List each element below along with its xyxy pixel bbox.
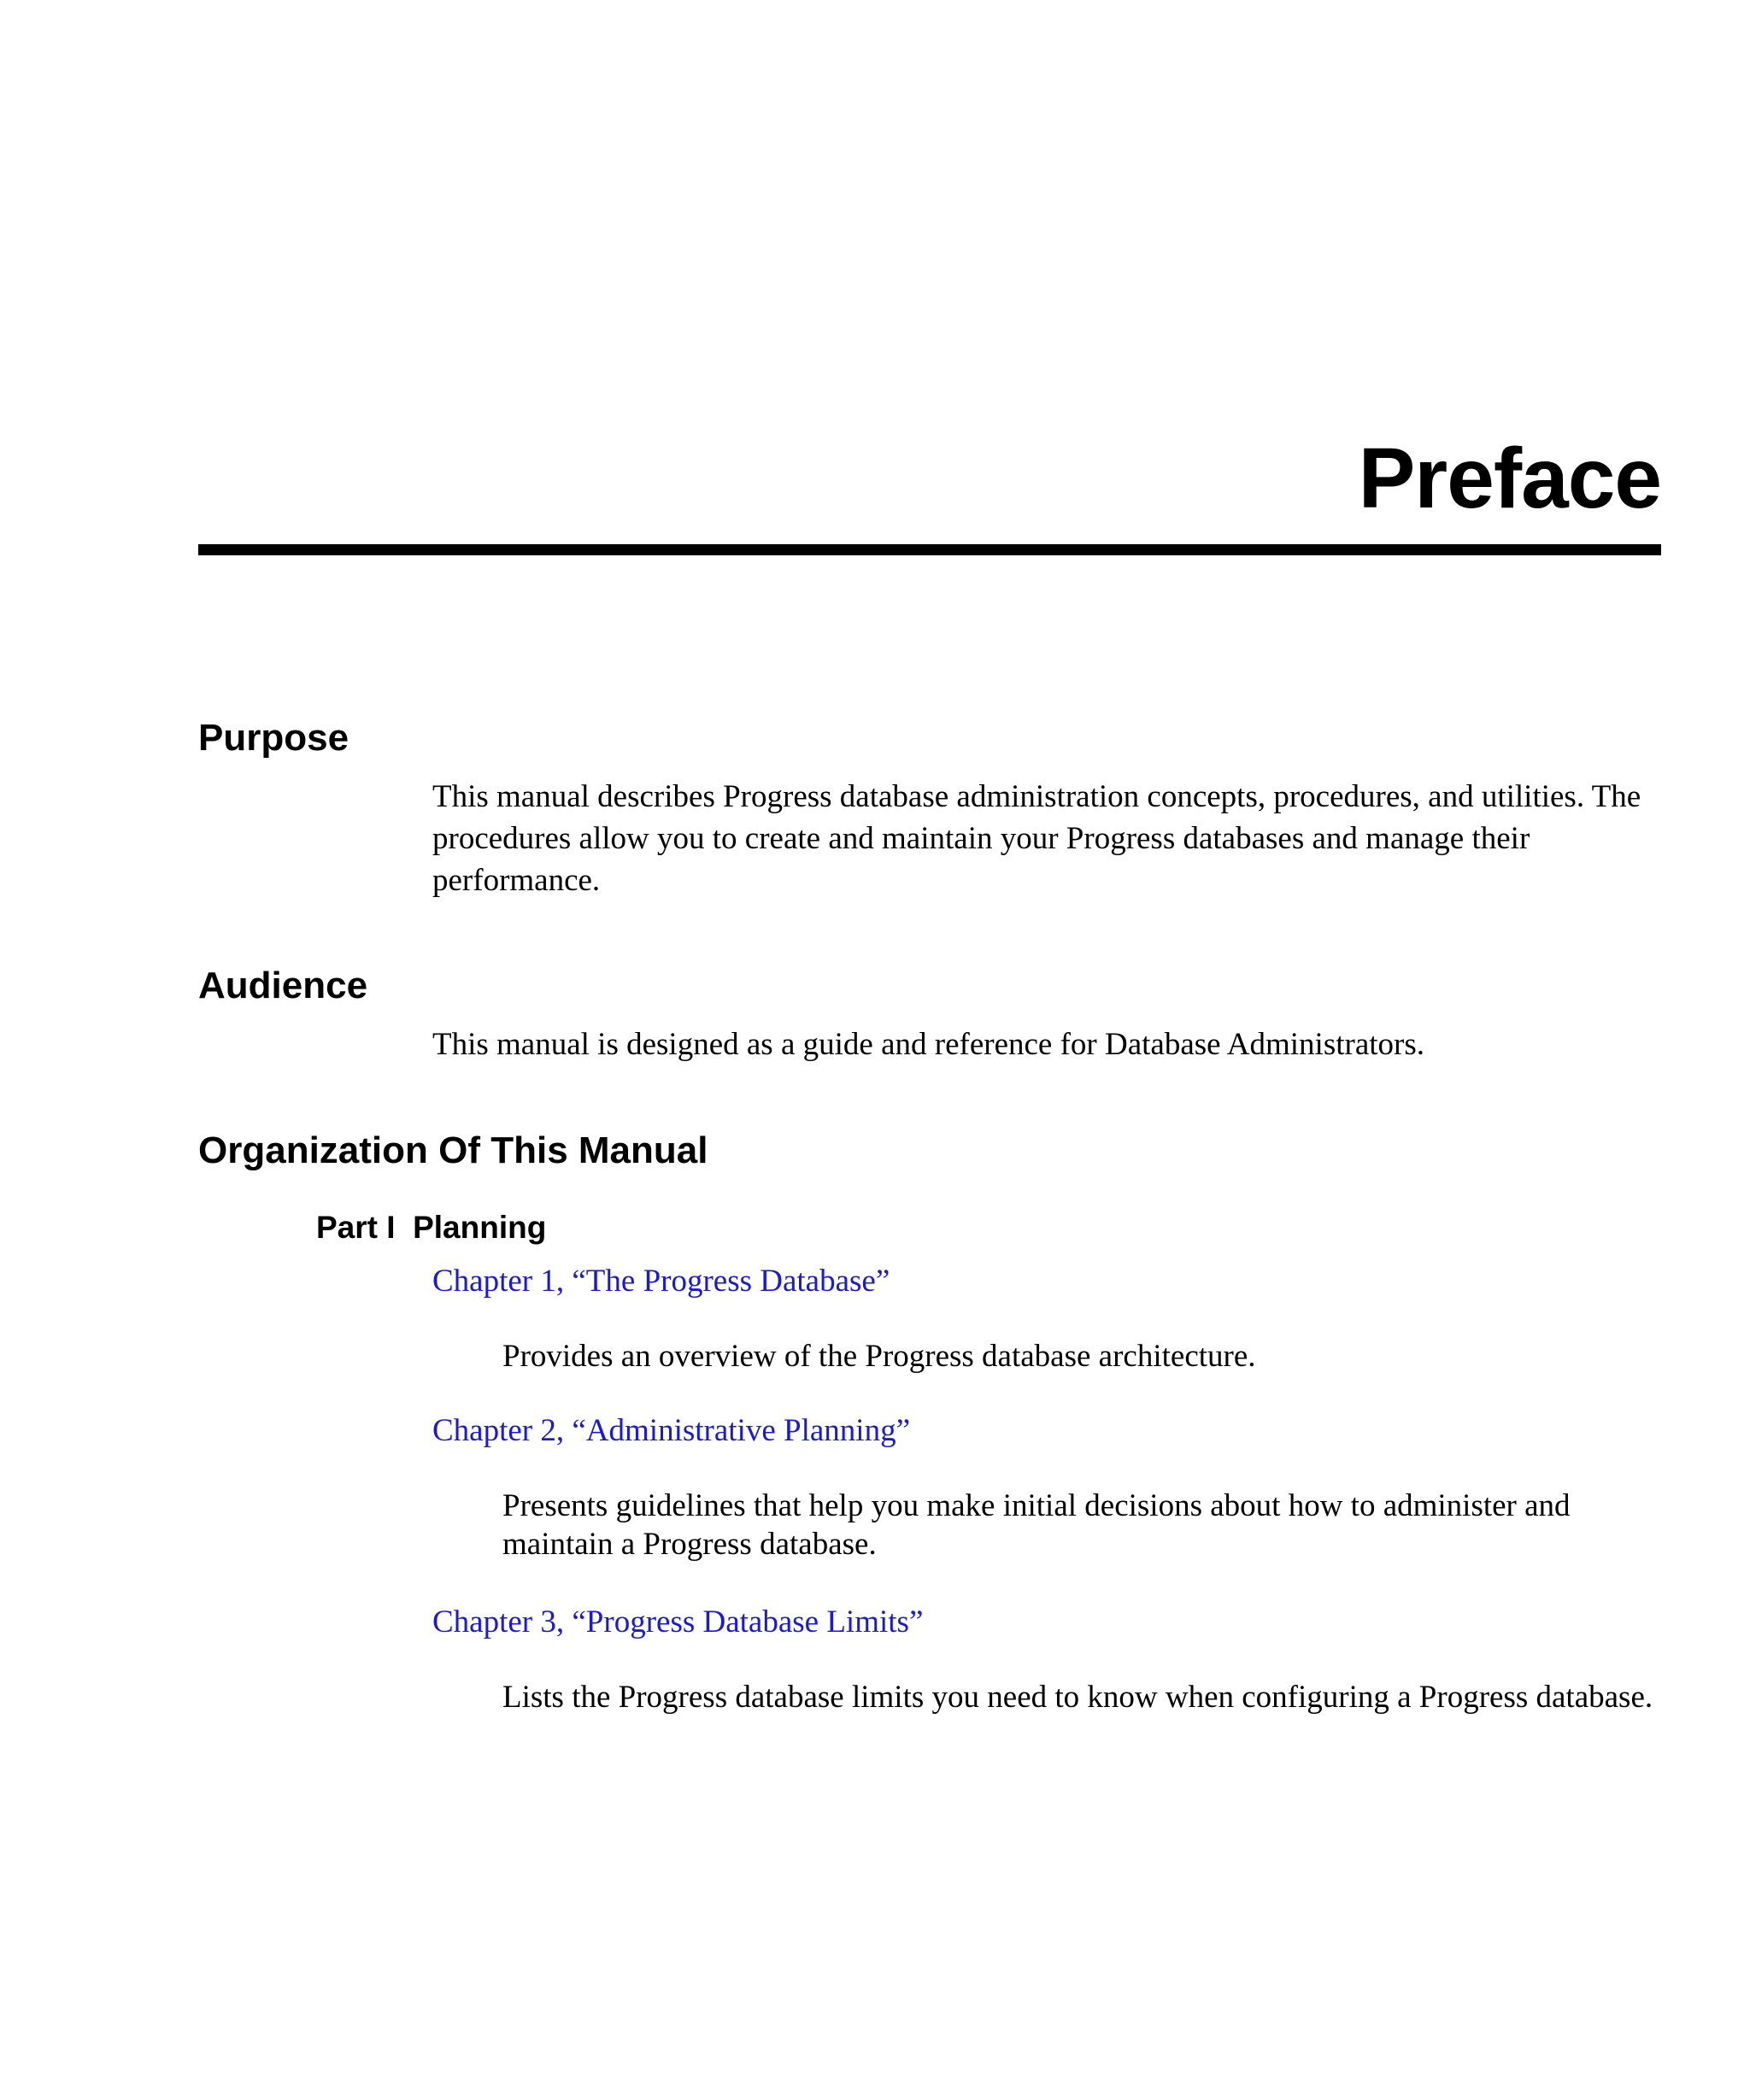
organization-heading: Organization Of This Manual <box>198 1129 708 1171</box>
audience-text: This manual is designed as a guide and reference for Database Administrators. <box>432 1027 1425 1062</box>
purpose-text: This manual describes Progress database administration concepts, procedures, and utilities. The procedures allow you to create and maintain your Progress databases and manage their performance. <box>432 779 1641 898</box>
title-rule <box>198 544 1661 555</box>
chapter-1-link[interactable]: Chapter 1, “The Progress Database” <box>432 1264 890 1299</box>
chapter-2-description: Presents guidelines that help you make initial decisions about how to administer and maintain a Progress database. <box>502 1488 1571 1562</box>
chapter-3-description: Lists the Progress database limits you need to know when configuring a Progress database. <box>502 1680 1653 1715</box>
chapter-1-description: Provides an overview of the Progress database architecture. <box>502 1339 1256 1374</box>
chapter-2-link[interactable]: Chapter 2, “Administrative Planning” <box>432 1413 910 1448</box>
part-heading: Part I Planning <box>316 1210 547 1245</box>
purpose-heading: Purpose <box>198 717 349 759</box>
audience-heading: Audience <box>198 965 368 1006</box>
page-title: Preface <box>1358 431 1661 526</box>
chapter-3-link[interactable]: Chapter 3, “Progress Database Limits” <box>432 1604 924 1640</box>
